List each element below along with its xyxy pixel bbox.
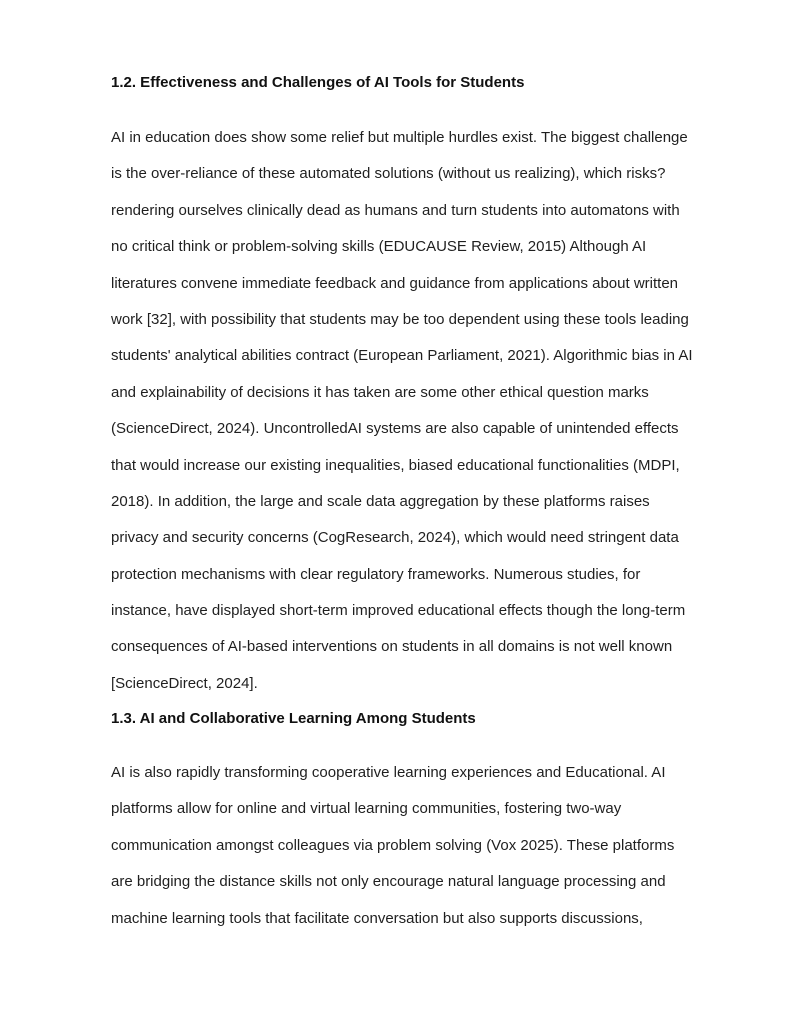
paragraph-line: AI in education does show some relief but multiple hurdles exist. The biggest challenge — [111, 129, 688, 146]
paragraph-line: protection mechanisms with clear regulatory frameworks. Numerous studies, for — [111, 565, 641, 583]
paragraph-line: platforms allow for online and virtual learning communities, fostering two-way — [111, 800, 622, 818]
paragraph-line: are bridging the distance skills not only encourage natural language processing and — [111, 873, 666, 891]
paragraph-line: [ScienceDirect, 2024]. — [111, 674, 258, 692]
paragraph-line: instance, have displayed short-term improved educational effects though the long-term — [111, 602, 686, 620]
section-1-3-paragraph — [111, 763, 731, 945]
paragraph-line: machine learning tools that facilitate conversation but also supports discussions, — [111, 909, 643, 927]
paragraph-line: students' analytical abilities contract (European Parliament, 2021). Algorithmic bias in AI — [111, 347, 693, 365]
section-heading-1-2: 1.2. Effectiveness and Challenges of AI Tools for Students — [111, 74, 525, 91]
paragraph-line: literatures convene immediate feedback and guidance from applications about written — [111, 274, 678, 292]
paragraph-line: no critical think or problem-solving skills (EDUCAUSE Review, 2015) Although AI — [111, 238, 647, 256]
paragraph-line: AI is also rapidly transforming cooperative learning experiences and Educational. AI — [111, 764, 666, 781]
paragraph-line: rendering ourselves clinically dead as humans and turn students into automatons with — [111, 201, 680, 219]
section-heading-1-3: 1.3. AI and Collaborative Learning Among Students — [111, 710, 476, 727]
paragraph-line: work [32], with possibility that students may be too dependent using these tools leading — [111, 310, 689, 328]
paragraph-line: and explainability of decisions it has taken are some other ethical question marks — [111, 383, 649, 401]
paragraph-line: (ScienceDirect, 2024). UncontrolledAI systems are also capable of unintended effects — [111, 420, 679, 438]
section-1-2-paragraph — [111, 128, 731, 710]
paragraph-line: that would increase our existing inequalities, biased educational functionalities (MDPI, — [111, 456, 680, 474]
paragraph-line: consequences of AI-based interventions on students in all domains is not well known — [111, 638, 673, 656]
paragraph-line: is the over-reliance of these automated solutions (without us realizing), which risks? — [111, 165, 666, 183]
paragraph-line: 2018). In addition, the large and scale data aggregation by these platforms raises — [111, 492, 650, 510]
paragraph-line: privacy and security concerns (CogResearch, 2024), which would need stringent data — [111, 529, 679, 547]
paragraph-line: communication amongst colleagues via problem solving (Vox 2025). These platforms — [111, 836, 675, 854]
